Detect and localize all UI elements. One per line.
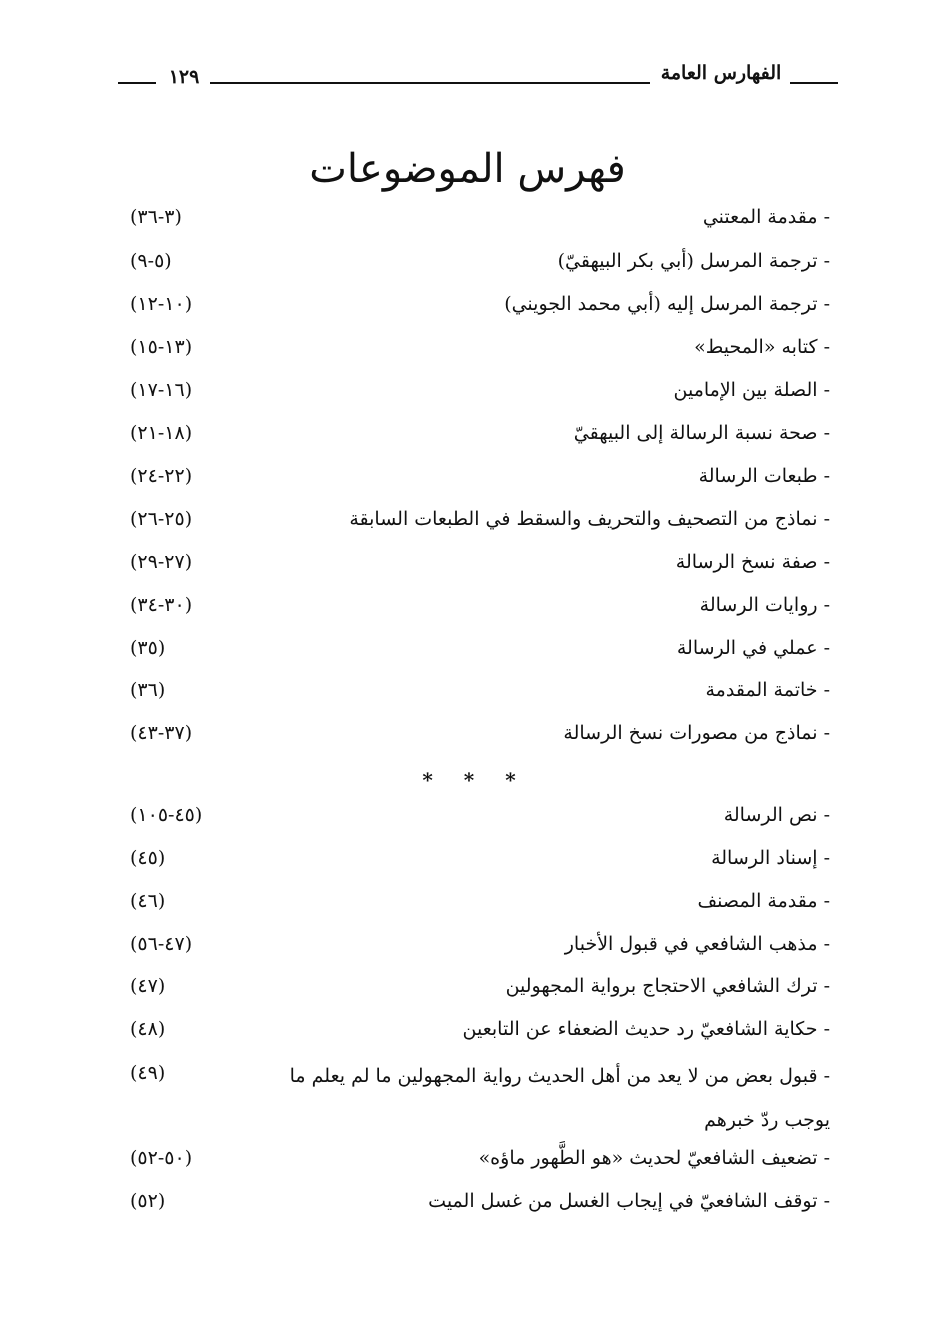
toc-entry-label: - مذهب الشافعي في قبول الأخبار	[564, 933, 830, 955]
toc-entry-pages: (٣٧-٤٣)	[130, 722, 193, 744]
toc-entry	[130, 508, 830, 542]
toc-entry-pages: (٤٧)	[130, 975, 166, 997]
toc-entry-label: - ترك الشافعي الاحتجاج برواية المجهولين	[505, 975, 830, 997]
toc-entry-pages: (٤٦)	[130, 890, 166, 912]
toc-entry	[130, 336, 830, 370]
toc-entry	[130, 804, 830, 838]
toc-entry-pages: (٤٨)	[130, 1018, 166, 1040]
toc-entry	[130, 1147, 830, 1181]
toc-entry-label: - الصلة بين الإمامين	[673, 379, 830, 401]
header-rule-right	[790, 82, 838, 84]
toc-entry-label: - تضعيف الشافعيّ لحديث «هو الطَّهور ماؤه»	[478, 1147, 830, 1169]
toc-entry	[130, 975, 830, 1009]
toc-entry	[130, 722, 830, 756]
section-separator: * * *	[422, 768, 528, 792]
toc-entry-label: - إسناد الرسالة	[711, 847, 830, 869]
toc-entry-label: - روايات الرسالة	[699, 594, 830, 616]
toc-entry-label: - مقدمة المعتني	[702, 206, 830, 228]
toc-entry	[130, 637, 830, 671]
toc-entry-label: - طبعات الرسالة	[698, 465, 830, 487]
toc-entry	[130, 1062, 830, 1142]
toc-entry	[130, 1190, 830, 1224]
toc-entry-pages: (٤٥-١٠٥)	[130, 804, 203, 826]
toc-entry-label: - ترجمة المرسل (أبي بكر البيهقيّ)	[557, 250, 830, 272]
header-rule-left	[118, 82, 156, 84]
running-title: الفهارس العامة	[660, 62, 782, 84]
toc-entry-pages: (٣٠-٣٤)	[130, 594, 193, 616]
toc-entry	[130, 890, 830, 924]
toc-entry-pages: (٤٩)	[130, 1062, 166, 1084]
toc-entry-label: - صحة نسبة الرسالة إلى البيهقيّ	[573, 422, 830, 444]
toc-entry	[130, 379, 830, 413]
toc-entry-pages: (١٠-١٢)	[130, 293, 193, 315]
toc-entry-pages: (٥-٩)	[130, 250, 172, 272]
toc-entry-pages: (٢٢-٢٤)	[130, 465, 193, 487]
toc-entry-label: - نص الرسالة	[723, 804, 830, 826]
toc-entry	[130, 250, 830, 284]
toc-entry-label: - مقدمة المصنف	[697, 890, 830, 912]
toc-entry-label: - حكاية الشافعيّ رد حديث الضعفاء عن التابعين	[462, 1018, 830, 1040]
toc-entry-pages: (١٨-٢١)	[130, 422, 193, 444]
toc-entry	[130, 594, 830, 628]
toc-entry-pages: (٤٥)	[130, 847, 166, 869]
toc-entry-pages: (٢٧-٢٩)	[130, 551, 193, 573]
toc-entry-pages: (٥٢)	[130, 1190, 166, 1212]
toc-entry	[130, 293, 830, 327]
toc-entry	[130, 933, 830, 967]
toc-entry-label: - كتابه «المحيط»	[694, 336, 830, 358]
toc-entry	[130, 465, 830, 499]
toc-entry-label: - خاتمة المقدمة	[705, 679, 830, 701]
toc-entry-label: - توقف الشافعيّ في إيجاب الغسل من غسل الميت	[428, 1190, 830, 1212]
toc-entry-pages: (٣-٣٦)	[130, 206, 182, 228]
toc-entry	[130, 847, 830, 881]
page-title: فهرس الموضوعات	[309, 146, 626, 192]
toc-entry	[130, 206, 830, 240]
toc-entry-label: - قبول بعض من لا يعد من أهل الحديث رواية المجهولين ما لم يعلم ما يوجب ردّ خبرهم	[289, 1065, 830, 1131]
toc-entry-pages: (٣٦)	[130, 679, 166, 701]
toc-entry	[130, 679, 830, 713]
page-number: ١٢٩	[168, 66, 200, 88]
toc-entry	[130, 422, 830, 456]
running-header	[118, 58, 838, 92]
toc-entry	[130, 551, 830, 585]
toc-entry	[130, 1018, 830, 1052]
toc-entry-pages: (١٦-١٧)	[130, 379, 193, 401]
toc-entry-pages: (٣٥)	[130, 637, 166, 659]
toc-entry-label: - ترجمة المرسل إليه (أبي محمد الجويني)	[504, 293, 830, 315]
toc-entry-label: - عملي في الرسالة	[676, 637, 830, 659]
toc-entry-pages: (٤٧-٥٦)	[130, 933, 193, 955]
toc-entry-pages: (١٣-١٥)	[130, 336, 193, 358]
toc-entry-pages: (٢٥-٢٦)	[130, 508, 193, 530]
toc-entry-pages: (٥٠-٥٢)	[130, 1147, 193, 1169]
toc-entry-label: - صفة نسخ الرسالة	[675, 551, 830, 573]
toc-entry-label: - نماذج من التصحيف والتحريف والسقط في الطبعات السابقة	[349, 508, 830, 530]
header-rule-middle	[210, 82, 650, 84]
toc-entry-label: - نماذج من مصورات نسخ الرسالة	[563, 722, 830, 744]
